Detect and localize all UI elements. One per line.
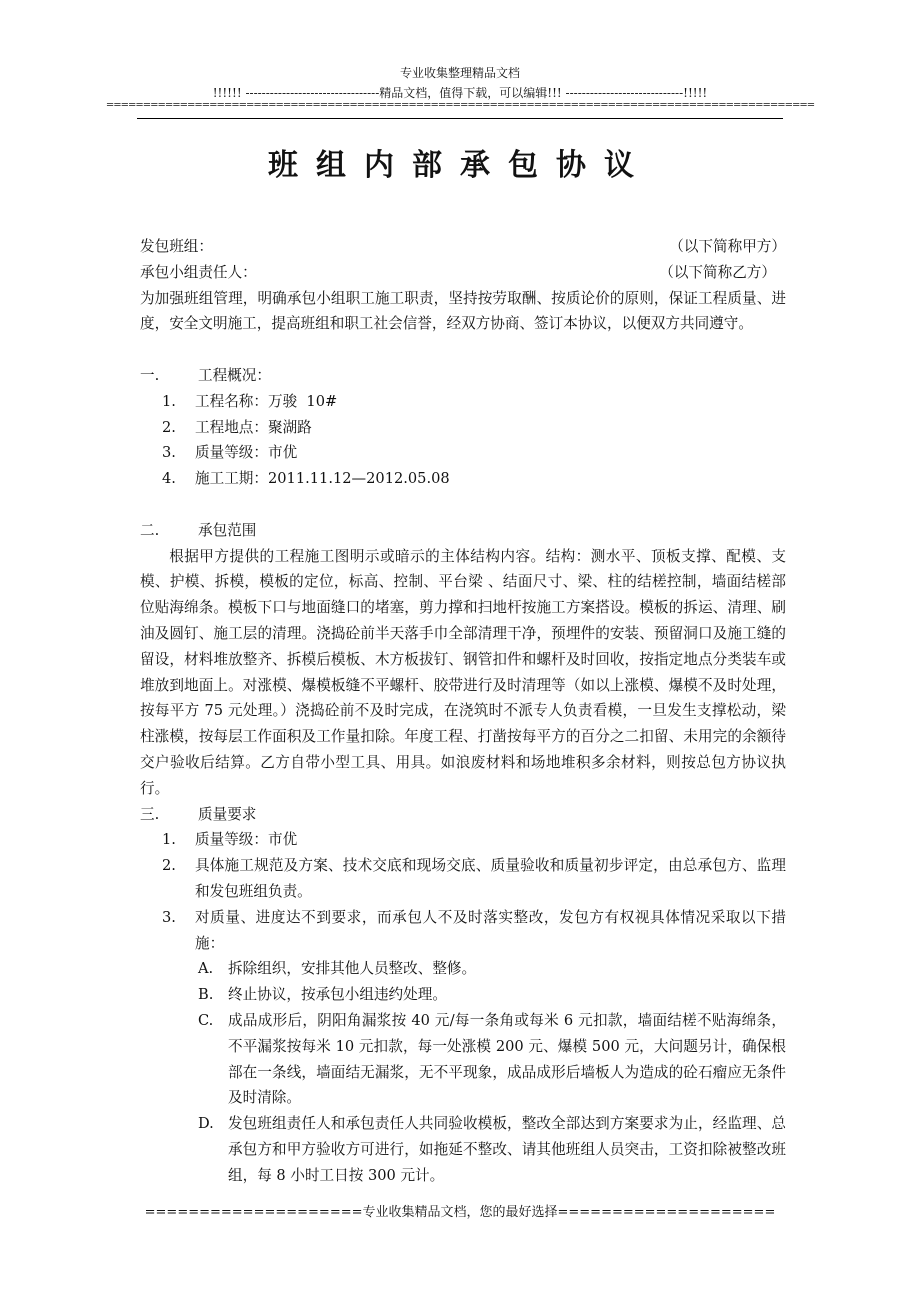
item-number: 1. [162, 392, 176, 410]
header-caption: 专业收集整理精品文档 [399, 66, 520, 80]
item-text: 质量等级：市优 [195, 831, 298, 849]
sub-item [198, 982, 786, 1008]
party-b-label: 承包小组责任人： [140, 263, 257, 281]
sub-item-letter: A. [198, 960, 214, 978]
spacer [140, 492, 786, 518]
item-text: 对质量、进度达不到要求，而承包人不及时落实整改，发包方有权视具体情况采取以下措施： [195, 908, 786, 952]
spacer [140, 337, 786, 363]
section-title: 承包范围 [198, 521, 257, 539]
list-item [162, 827, 786, 853]
sub-item-text: 拆除组织，安排其他人员整改、整修。 [228, 960, 477, 978]
header-download-banner: !!!!!! ---------------------------------精品文档，值得下载，可以编辑!!! -----------------------------!!!!! [212, 86, 708, 100]
list-item [162, 853, 786, 905]
item-text: 工程地点：聚湖路 [195, 418, 312, 436]
section-1-heading [140, 363, 786, 389]
section-2-heading [140, 518, 786, 544]
item-text: 工程名称：万骏 10# [195, 392, 338, 410]
sub-item-letter: C. [198, 1011, 214, 1029]
item-text: 具体施工规范及方案、技术交底和现场交底、质量验收和质量初步评定，由总承包方、监理和发包班组负责。 [195, 857, 786, 900]
list-item [162, 466, 786, 492]
sub-item-text: 终止协议，按承包小组违约处理。 [228, 986, 447, 1004]
section-number: 三. [140, 805, 160, 823]
section-number: 二. [140, 521, 160, 539]
list-item [162, 389, 786, 415]
party-b-note: （以下简称乙方） [659, 263, 776, 281]
section-2-body: 根据甲方提供的工程施工图明示或暗示的主体结构内容。结构：测水平、顶板支撑、配模、支模、护模、拆模，模板的定位，标高、控制、平台梁 、结面尺寸、梁、柱的结槎控制，墙面结槎部位贴海绵条。模板下口与地面缝口的堵塞，剪力撑和扫地杆按施工方案搭设。模板的拆运、清理、刷油及圆钉、施工层的清理。浇捣砼前半天落手巾全部清理干净，预埋件的安装、预留洞口及施工缝的留设，材料堆放整齐、拆模后模板、木方板拔钉、钢管扣件和螺杆及时回收，按指定地点分类装车或堆放到地面上。对涨模、爆模板缝不平螺杆、胶带进行及时清理等（如以上涨模、爆模不及时处理，按每平方 75 元处理。）浇捣砼前不及时完成，在浇筑时不派专人负责看模，一旦发生支撑松动，梁柱涨模，按每层工作面积及工作量扣除。年度工程、打凿按每平方的百分之二扣留、未用完的余额待交户验收后结算。乙方自带小型工具、用具。如浪废材料和场地堆积多余材料，则按总包方协议执行。 [140, 547, 786, 797]
document-body [140, 234, 786, 1188]
sub-item [198, 1008, 786, 1111]
header-rule [137, 118, 783, 119]
section-3-heading [140, 802, 786, 828]
footer-banner: ====================专业收集精品文档，您的最好选择==================== [144, 1205, 776, 1220]
party-b-row [140, 260, 786, 286]
header-separator-text: ================================================================================================ [105, 100, 815, 111]
sub-item-letter: D. [198, 1115, 214, 1133]
section-title: 工程概况： [198, 366, 271, 384]
item-number: 3. [162, 444, 176, 462]
item-number: 2. [162, 857, 176, 875]
list-item [162, 905, 786, 957]
section-number: 一. [140, 366, 160, 384]
document-title: 班组内部承包协议 [268, 148, 652, 183]
party-a-note: （以下简称甲方） [669, 238, 786, 255]
item-number: 4. [162, 470, 176, 488]
item-text: 质量等级：市优 [195, 444, 298, 462]
sub-item [198, 956, 786, 982]
list-item [162, 440, 786, 466]
sub-item-letter: B. [198, 986, 214, 1004]
item-text: 施工工期：2011.11.12—2012.05.08 [195, 470, 450, 488]
sub-item [198, 1111, 786, 1188]
sub-item-text: 成品成形后，阴阳角漏浆按 40 元/每一条角或每米 6 元扣款，墙面结槎不贴海绵条，不平漏浆按每米 10 元扣款，每一处涨模 200 元、爆模 500 元，大问题另计，确保根部在一条线，墙面结无漏浆，无不平现象，成品成形后墙板人为造成的砼石瘤应无条件及时清除。 [228, 1011, 786, 1107]
item-number: 1. [162, 831, 176, 849]
list-item [162, 415, 786, 441]
party-a-label: 发包班组： [140, 238, 213, 255]
sub-item-text: 发包班组责任人和承包责任人共同验收模板，整改全部达到方案要求为止，经监理、总承包方和甲方验收方可进行，如拖延不整改、请其他班组人员突击，工资扣除被整改班组，每 8 小时工日按 300 元计。 [228, 1115, 786, 1184]
section-title: 质量要求 [198, 805, 257, 823]
party-a-row [140, 234, 786, 260]
intro-paragraph: 为加强班组管理，明确承包小组职工施工职责，坚持按劳取酬、按质论价的原则，保证工程质量、进度，安全文明施工，提高班组和职工社会信誉，经双方协商、签订本协议，以便双方共同遵守。 [140, 289, 786, 333]
item-number: 3. [162, 908, 176, 926]
item-number: 2. [162, 418, 176, 436]
